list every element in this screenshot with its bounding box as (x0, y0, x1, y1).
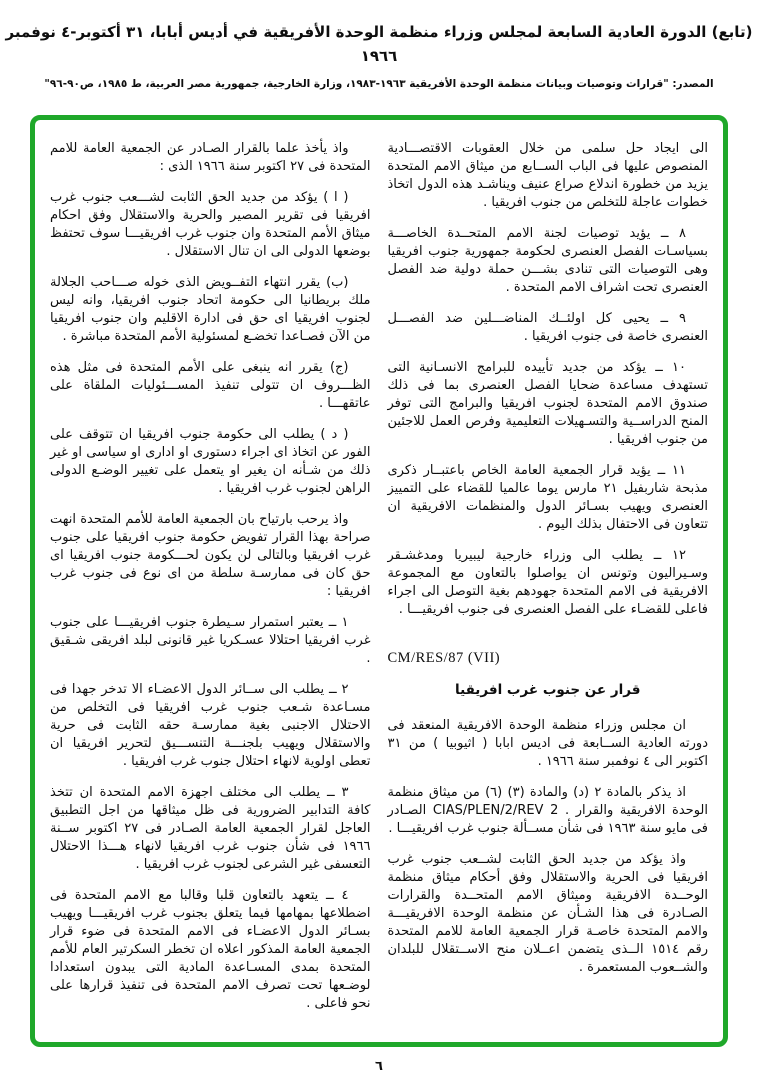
green-border-frame (30, 115, 728, 1047)
paragraph-item-3: ٣ ــ يطلب الى مختلف اجهزة الامم المتحدة ان تتخذ كافة التدابير الضرورية فى ظل ميثاقها من اجل التطبيق العاجل لقرار الجمعية العامة الصـادر فى ٢٧ اكتوبر ســنة ١٩٦٦ فى شأن جنوب غرب افريقيا لانهاء هـــذا الاحتلال التعسفى غير الشرعى لجنوب غرب افريقيا . (50, 785, 371, 872)
paragraph-item-8: ٨ ــ يؤيد توصيات لجنة الامم المتحــدة الخاصـــة بسياسـات الفصل العنصرى لحكومة جمهورية جنوب افريقيا وهى التوصيات التى تنادى بشـــن حملة دولية ضد الفصل العنصرى تحت اشراف الامم المتحدة . (387, 226, 708, 295)
resolution-code: CM/RES/87 (VII) (387, 650, 501, 666)
paragraph-item-c: (ج) يقرر انه ينبغى على الأمم المتحدة فى مثل هذه الظـــروف ان تتولى تنفيذ المســـئوليات الملقاة على عاتقهـــا . (50, 360, 371, 411)
paragraph-item-2: ٢ ــ يطلب الى ســائر الدول الاعضـاء الا تدخر جهدا فى مسـاعدة شـعب جنوب غرب افريقيا فى التخلص من الاحتلال الاجنبى بغية ممارسـة حقه الثابت فى حرية والاستقلال ويهيب بلجنـــة التنســـيق لتحرير افريقيا ان تعطى اولوية لانهاء احتلال جنوب غرب افريقيا . (50, 682, 371, 769)
column-left (50, 140, 371, 1042)
source-citation: المصدر: "قرارات وتوصيات وبيانات منظمة الوحدة الأفريقية ١٩٦٣-١٩٨٣، وزارة الخارجية، جمهورية مصر العربية، ط ١٩٨٥، ص٩٠-٩٦" (44, 78, 714, 90)
resolution-title: قرار عن جنوب غرب افريقيا (455, 682, 641, 698)
paragraph-preamble: واذ يأخذ علما بالقرار الصـادر عن الجمعية العامة للامم المتحدة فى ٢٧ اكتوبر سنة ١٩٦٦ الذى : (50, 141, 371, 174)
paragraph-item-12: ١٢ ــ يطلب الى وزراء خارجية ليبيريا ومدغشـقر وسـيراليون وتونس ان يواصلوا بالتعاون مع المجموعة الافريقية فى الامم المتحدة جهودهم بغية التوصل الى اجراء فاعلى للقضـاء على الفصل العنصرى فى جنوب افريقيـــا . (387, 548, 708, 617)
resolution-opening: ان مجلس وزراء منظمة الوحدة الافريقية المنعقد فى دورته العادية الســابعة فى اديس ابابا ( اثيوبيا ) من ٣١ اكتوبر الى ٤ نوفمبر سنة ١٩٦٦ . (387, 718, 708, 769)
two-column-layout (50, 140, 708, 1042)
page-number: ٦ (375, 1059, 383, 1074)
paragraph-item-1: ١ ــ يعتبر استمرار سـيطرة جنوب افريقيـــا على جنوب غرب افريقيا احتلالا عسـكريا غير قانونى لبلد افريقى شـقيق . (50, 615, 371, 666)
paragraph-item-11: ١١ ــ يؤيد قرار الجمعية العامة الخاص باعتبــار ذكرى مذبحة شاربفيل ٢١ مارس يوما عالميا للقضاء على التمييز العنصرى ويهيب بسـائر الدول والمنظمات الافريقية ان تتعاون فى الاحتفال بذلك اليوم . (387, 463, 708, 532)
session-title: (تابع) الدورة العادية السابعة لمجلس وزراء منظمة الوحدة الأفريقية في أديس أبابا، ٣١ أكتوبر-٤ نوفمبر ١٩٦٦ (5, 23, 753, 65)
paragraph-item-4: ٤ ــ يتعهد بالتعاون قلبا وقالبا مع الامم المتحدة فى اضطلاعها بمهامها فيما يتعلق بجنوب غرب افريقيـــا ويهيب بسـائر الدول الاعضـاء فى الامم المتحدة فى ضوء قرار الجمعية العامة المذكور اعلاه ان تخطر السكرتير العام للأمم المتحدة بمدى المسـاعدة المادية التى يبدون استعدادا لوضـعها تحت تصرف الامم المتحدة فى تنفيذ قرارها على نحو فاعلى . (50, 888, 371, 1011)
resolution-preamble: اذ يذكر بالمادة ٢ (د) والمادة (٣) (٦) من ميثاق منظمة الوحدة الافريقية والقرار . CIAS/PLEN/2/REV 2 الصـادر فى مايو سنة ١٩٦٣ فى شأن مســألة جنوب غرب افريقيـــا . (387, 785, 708, 836)
paragraph-item-d: ( د ) يطلب الى حكومة جنوب افريقيا ان تتوقف على الفور عن اتخاذ اى اجراء دستورى او ادارى او سياسى او غير ذلك من شـأنه ان يغير او يتعمل على تغيير الوضـع الدولى الراهن لجنوب غرب افريقيا . (50, 427, 371, 496)
paragraph-item-10: ١٠ ــ يؤكد من جديد تأييده للبرامج الانسـانية التى تستهدف مساعدة ضحايا الفصل العنصرى بما فى ذلك صندوق الامم المتحدة لجنوب افريقيا والبرامج التى توفر المنح الدراســية والتسـهيلات التعليمية وفرص العمل للاجئين من جنوب افريقيا . (387, 360, 708, 447)
paragraph-item-9: ٩ ــ يحيى كل اولئــك المناضـــلين ضد الفصـــل العنصرى خاصة فى جنوب افريقيا . (387, 311, 708, 344)
paragraph-item-a: ( ا ) يؤكد من جديد الحق الثابت لشـــعب جنوب غرب افريقيا فى تقرير المصير والحرية والاستقلال وفق احكام ميثاق الأمم المتحدة وان جنوب غرب افريقيـــا سوف تحتفظ بوضعها الدولى الى ان تنال الاستقلال . (50, 190, 371, 259)
paragraph-item-b: (ب) يقرر انتهاء التفــويض الذى خوله صـــاحب الجلالة ملك بريطانيا الى حكومة اتحاد جنوب افريقيا، وانه ليس لجنوب افريقيا اى حق فى ادارة الاقليم وان جنوب افريقيا من الآن فصـاعدا تخضـع لمسئولية الأمم المتحدة مباشرة . (50, 275, 371, 344)
resolution-preamble: واذ يؤكد من جديد الحق الثابت لشــعب جنوب غرب افريقيا فى الحرية والاستقلال وفق أحكام ميثاق منظمة الوحــدة الافريقية وميثاق الامم المتحــدة والقرارات الصـادرة فى هذا الشـأن عن منظمة الوحدة الافريقيـــة والامم المتحدة خاصـة قرار الجمعية العامة للامم المتحدة رقم ١٥١٤ الــذى يتضمن اعــلان منح الاســتقلال للبلدان والشــعوب المستعمرة . (387, 852, 708, 975)
page-header (0, 0, 758, 91)
paragraph: الى ايجاد حل سلمى من خلال العقوبات الاقتصـــادية المنصوص عليها فى الباب الســابع من ميثاق الامم المتحدة يزيد من خطورة اندلاع صراع عنيف ويناشـد هذه الدول اتخاذ خطوات عاجلة للتخلص من جنوب افريقيا . (387, 141, 708, 210)
paragraph-preamble: واذ يرحب بارتياح بان الجمعية العامة للأمم المتحدة انهت صراحة بهذا القرار تفويض حكومة جنوب افريقيا على جنوب غرب افريقيا وبالتالى لن يكون لحـــكومة جنوب افريقيا اى حق كان فى ممارسـة سلطة من اى نوع فى جنوب غرب افريقيا : (50, 512, 371, 599)
column-right (388, 140, 709, 1042)
